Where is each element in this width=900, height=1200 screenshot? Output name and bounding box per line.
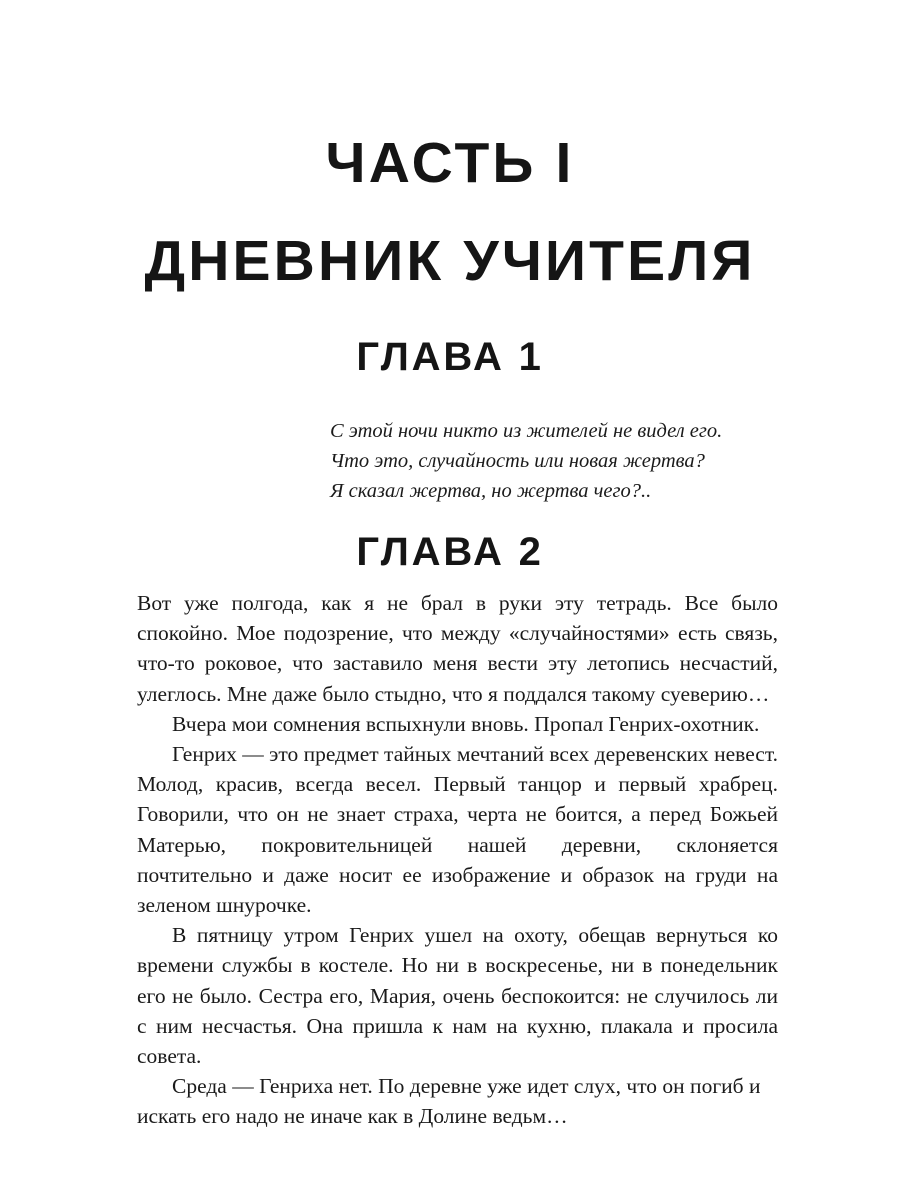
part-number <box>0 133 900 194</box>
chapter-1-heading-text: ГЛАВА 1 <box>356 335 544 379</box>
body-paragraph: Среда — Генриха нет. По деревне уже идет слух, что он погиб и искать его надо не иначе как в Долине ведьм… <box>137 1074 761 1129</box>
body-paragraph: В пятницу утром Генрих ушел на охоту, обещав вернуться ко времени службы в костеле. Но ни в воскресенье, ни в понедельник его не было. Сестра его, Мария, очень беспокоится: не случилось ли с ним несчастья. Она пришла к нам на кухню, плакала и просила совета. <box>137 923 778 1069</box>
chapter-2-body <box>137 588 778 1132</box>
chapter-2-heading <box>0 530 900 574</box>
chapter-2-heading-text: ГЛАВА 2 <box>356 530 544 574</box>
epigraph-line: Я сказал жертва, но жертва чего?.. <box>330 480 652 502</box>
epigraph-line: Что это, случайность или новая жертва? <box>330 450 705 472</box>
chapter-1-epigraph <box>330 416 790 506</box>
body-paragraph: Вчера мои сомнения вспыхнули вновь. Пропал Генрих-охотник. <box>172 711 760 736</box>
body-paragraph: Вот уже полгода, как я не брал в руки эту тетрадь. Все было спокойно. Мое подозрение, что между «случайностями» есть связь, что-то роковое, что заставило меня вести эту летопись несчастий, улеглось. Мне даже было стыдно, что я поддался такому суеверию… <box>137 591 778 706</box>
epigraph-line: С этой ночи никто из жителей не видел его. <box>330 420 723 442</box>
chapter-1-heading <box>0 335 900 379</box>
part-title-text: ДНЕВНИК УЧИТЕЛЯ <box>144 229 756 293</box>
body-paragraph: Генрих — это предмет тайных мечтаний всех деревенских невест. Молод, красив, всегда весел. Первый танцор и первый храбрец. Говорили, что он не знает страха, черта не боится, а перед Божьей Матерью, покровительницей нашей деревни, склоняется почтительно и даже носит ее изображение и образок на груди на зеленом шнурочке. <box>137 742 778 918</box>
part-title-block <box>0 133 900 292</box>
part-number-text: ЧАСТЬ I <box>325 131 575 195</box>
part-title <box>0 231 900 292</box>
